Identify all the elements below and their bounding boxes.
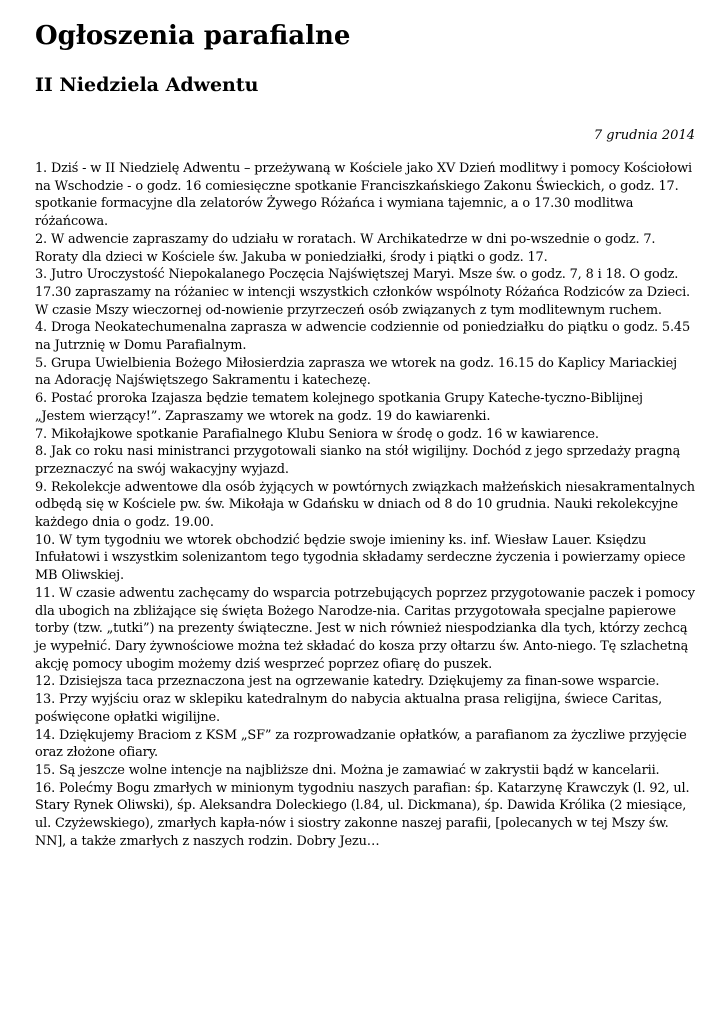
announcement-item: 8. Jak co roku nasi ministranci przygotowali sianko na stół wigilijny. Dochód z jego sprzedaży pragną przeznaczyć na swój wakacyjny wyjazd. [35, 444, 681, 477]
announcement-item: 9. Rekolekcje adwentowe dla osób żyjących w powtórnych związkach małżeńskich niesakramentalnych odbędą się w Kościele pw. św. Mikołaja w Gdańsku w dniach od 8 do 10 grudnia. Nauki rekolekcyjne każdego dnia o godz. 19.00. [35, 479, 695, 531]
announcement-item: 4. Droga Neokatechumenalna zaprasza w adwencie codziennie od poniedziałku do piątku o godz. 5.45 na Jutrznię w Domu Parafialnym. [35, 320, 691, 354]
announcement-item: 10. W tym tygodniu we wtorek obchodzić będzie swoje imieniny ks. inf. Wiesław Lauer. Księdzu Infułatowi i wszystkim solenizantom tego tygodnia składamy serdeczne życzenia i powierzamy opiece MB Oliwskiej. [35, 532, 686, 584]
announcement-item: 15. Są jeszcze wolne intencje na najbliższe dni. Można je zamawiać w zakrystii bądź w kancelarii. [35, 762, 660, 778]
announcement-item: 11. W czasie adwentu zachęcamy do wsparcia potrzebujących poprzez przygotowanie paczek i pomocy dla ubogich na zbliżające się święta Bożego Narodze-nia. Caritas przygotowała specjalne papierowe torby (tzw. „tutki”) na prezenty świąteczne. Jest w nich również niespodzianka dla tych, którzy zechcą je wypełnić. Dary żywnościowe można też składać do kosza przy ołtarzu św. Anto-niego. Tę szlachetną akcję pomocy ubogim możemy dziś wesprzeć poprzez ofiarę do puszek. [35, 585, 695, 672]
announcement-item: 1. Dziś - w II Niedzielę Adwentu – przeżywaną w Kościele jako XV Dzień modlitwy i pomocy Kościołowi na Wschodzie - o godz. 16 comiesięczne spotkanie Franciszkańskiego Zakonu Świeckich, o godz. 17. spotkanie formacyjne dla zelatorów Żywego Różańca i wymiana tajemnic, a o 17.30 modlitwa różańcowa. [35, 161, 692, 230]
announcement-item: 3. Jutro Uroczystość Niepokalanego Poczęcia Najświętszej Maryi. Msze św. o godz. 7, 8 i 18. O godz. 17.30 zapraszamy na różaniec w intencji wszystkich członków wspólnoty Różańca Rodziców za Dzieci. W czasie Mszy wieczornej od-nowienie przyrzeczeń osób związanych z tym modlitewnym ruchem. [35, 267, 691, 318]
announcement-item: 6. Postać proroka Izajasza będzie tematem kolejnego spotkania Grupy Kateche-tyczno-Biblijnej „Jestem wierzący!”. Zapraszamy we wtorek na godz. 19 do kawiarenki. [35, 391, 643, 424]
page-title: Ogłoszenia parafialne [35, 21, 351, 51]
announcement-item: 7. Mikołajkowe spotkanie Parafialnego Klubu Seniora w środę o godz. 16 w kawiarence. [35, 426, 599, 442]
announcement-date: 7 grudnia 2014 [593, 128, 695, 143]
announcement-item: 16. Polećmy Bogu zmarłych w minionym tygodniu naszych parafian: śp. Katarzynę Krawczyk (l. 92, ul. Stary Rynek Oliwski), śp. Aleksandra Doleckiego (l.84, ul. Dickmana), śp. Dawida Królika (2 miesiące, ul. Czyżewskiego), zmarłych kapła-nów i siostry zakonne naszej parafii, [polecanych w tej Mszy św. NN], a także zmarłych z naszych rodzin. Dobry Jezu… [35, 780, 690, 849]
page-subtitle: II Niedziela Adwentu [35, 74, 259, 96]
announcement-item: 14. Dziękujemy Braciom z KSM „SF” za rozprowadzanie opłatków, a parafianom za życzliwe przyjęcie oraz złożone ofiary. [35, 727, 687, 761]
announcement-item: 2. W adwencie zapraszamy do udziału w roratach. W Archikatedrze w dni po-wszednie o godz. 7. Roraty dla dzieci w Kościele św. Jakuba w poniedziałki, środy i piątki o godz. 17. [35, 231, 656, 265]
announcement-item: 13. Przy wyjściu oraz w sklepiku katedralnym do nabycia aktualna prasa religijna, świece Caritas, poświęcone opłatki wigilijne. [35, 692, 663, 725]
announcement-list [35, 160, 695, 850]
announcement-item: 12. Dzisiejsza taca przeznaczona jest na ogrzewanie katedry. Dziękujemy za finan-sowe wsparcie. [35, 674, 660, 690]
announcement-item: 5. Grupa Uwielbienia Bożego Miłosierdzia zaprasza we wtorek na godz. 16.15 do Kaplicy Mariackiej na Adorację Najświętszego Sakramentu i katechezę. [35, 355, 677, 389]
